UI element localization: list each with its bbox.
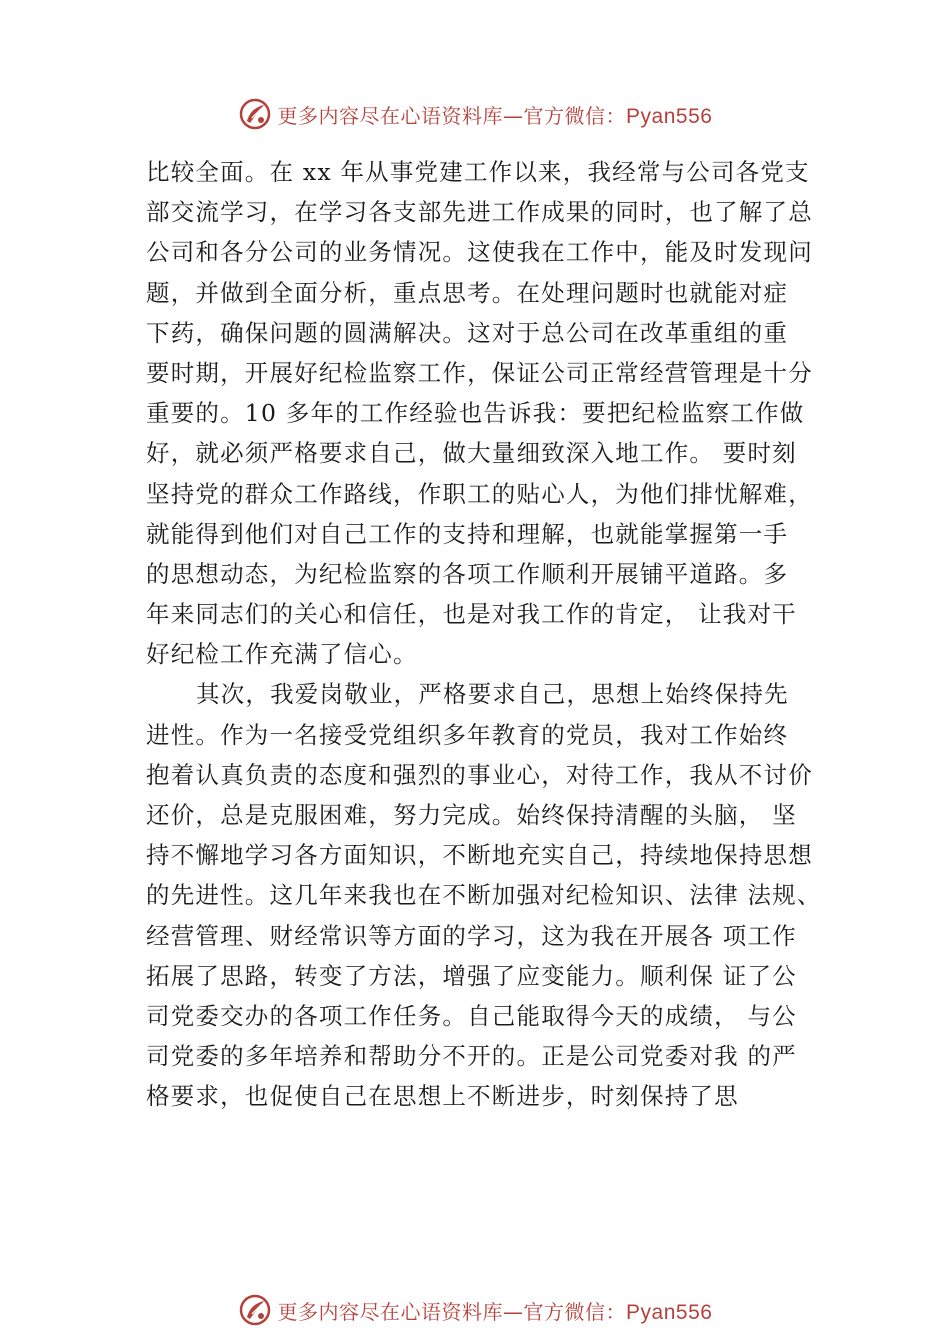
seal-logo-icon (238, 97, 272, 131)
wechat-id: Pyan556 (626, 104, 713, 128)
text-line: 要时期，开展好纪检监察工作，保证公司正常经营管理是十分 (146, 358, 813, 387)
banner-dash: — (503, 1299, 524, 1324)
text-line: 的先进性。这几年来我也在不断加强对纪检知识、法律 法规、 (146, 881, 822, 910)
text-line: 好纪检工作充满了信心。 (146, 640, 418, 669)
text-line: 的思想动态，为纪检监察的各项工作顺利开展铺平道路。多 (146, 559, 789, 588)
text-line: 拓展了思路，转变了方法，增强了应变能力。顺利保 证了公 (146, 961, 797, 990)
footer-banner (0, 1290, 950, 1330)
text-line: 抱着认真负责的态度和强烈的事业心，对待工作，我从不讨价 (146, 760, 813, 789)
seal-logo-icon (238, 1293, 272, 1327)
text-line: 格要求，也促使自己在思想上不断进步，时刻保持了思 (146, 1082, 739, 1111)
text-line: 其次，我爱岗敬业，严格要求自己，思想上始终保持先 (196, 680, 789, 709)
brand-text: 更多内容尽在心语资料库 (277, 103, 504, 128)
text-line: 司党委的多年培养和帮助分不开的。正是公司党委对我 的严 (146, 1042, 797, 1071)
banner-dash: — (503, 103, 524, 128)
text-line: 进性。作为一名接受党组织多年教育的党员，我对工作始终 (146, 720, 789, 749)
text-line: 公司和各分公司的业务情况。这使我在工作中，能及时发现问 (146, 238, 813, 267)
header-banner-text (278, 100, 713, 129)
official-label: 官方微信： (523, 1299, 627, 1324)
text-line: 比较全面。在 xx 年从事党建工作以来，我经常与公司各党支 (146, 158, 810, 186)
text-line: 题，并做到全面分析，重点思考。在处理问题时也就能对症 (146, 278, 789, 307)
text-line: 持不懈地学习各方面知识，不断地充实自己，持续地保持思想 (146, 841, 813, 870)
text-line: 经营管理、财经常识等方面的学习，这为我在开展各 项工作 (146, 921, 797, 950)
text-line: 就能得到他们对自己工作的支持和理解，也就能掌握第一手 (146, 519, 789, 548)
brand-text: 更多内容尽在心语资料库 (277, 1299, 504, 1324)
text-line: 好，就必须严格要求自己，做大量细致深入地工作。 要时刻 (146, 439, 797, 468)
text-line: 年来同志们的关心和信任，也是对我工作的肯定， 让我对干 (146, 600, 797, 629)
document-body (146, 152, 836, 1117)
text-line: 部交流学习，在学习各支部先进工作成果的同时，也了解了总 (146, 198, 813, 227)
wechat-id: Pyan556 (626, 1300, 713, 1324)
official-label: 官方微信： (523, 103, 627, 128)
text-line: 坚持党的群众工作路线，作职工的贴心人，为他们排忧解难， (146, 479, 813, 508)
text-line: 司党委交办的各项工作任务。自己能取得今天的成绩， 与公 (146, 1001, 797, 1030)
footer-banner-text (278, 1296, 713, 1325)
text-line: 下药，确保问题的圆满解决。这对于总公司在改革重组的重 (146, 318, 789, 347)
header-banner (0, 94, 950, 134)
text-line: 还价，总是克服困难，努力完成。始终保持清醒的头脑， 坚 (146, 801, 797, 829)
text-line: 重要的。10 多年的工作经验也告诉我：要把纪检监察工作做 (146, 399, 805, 428)
